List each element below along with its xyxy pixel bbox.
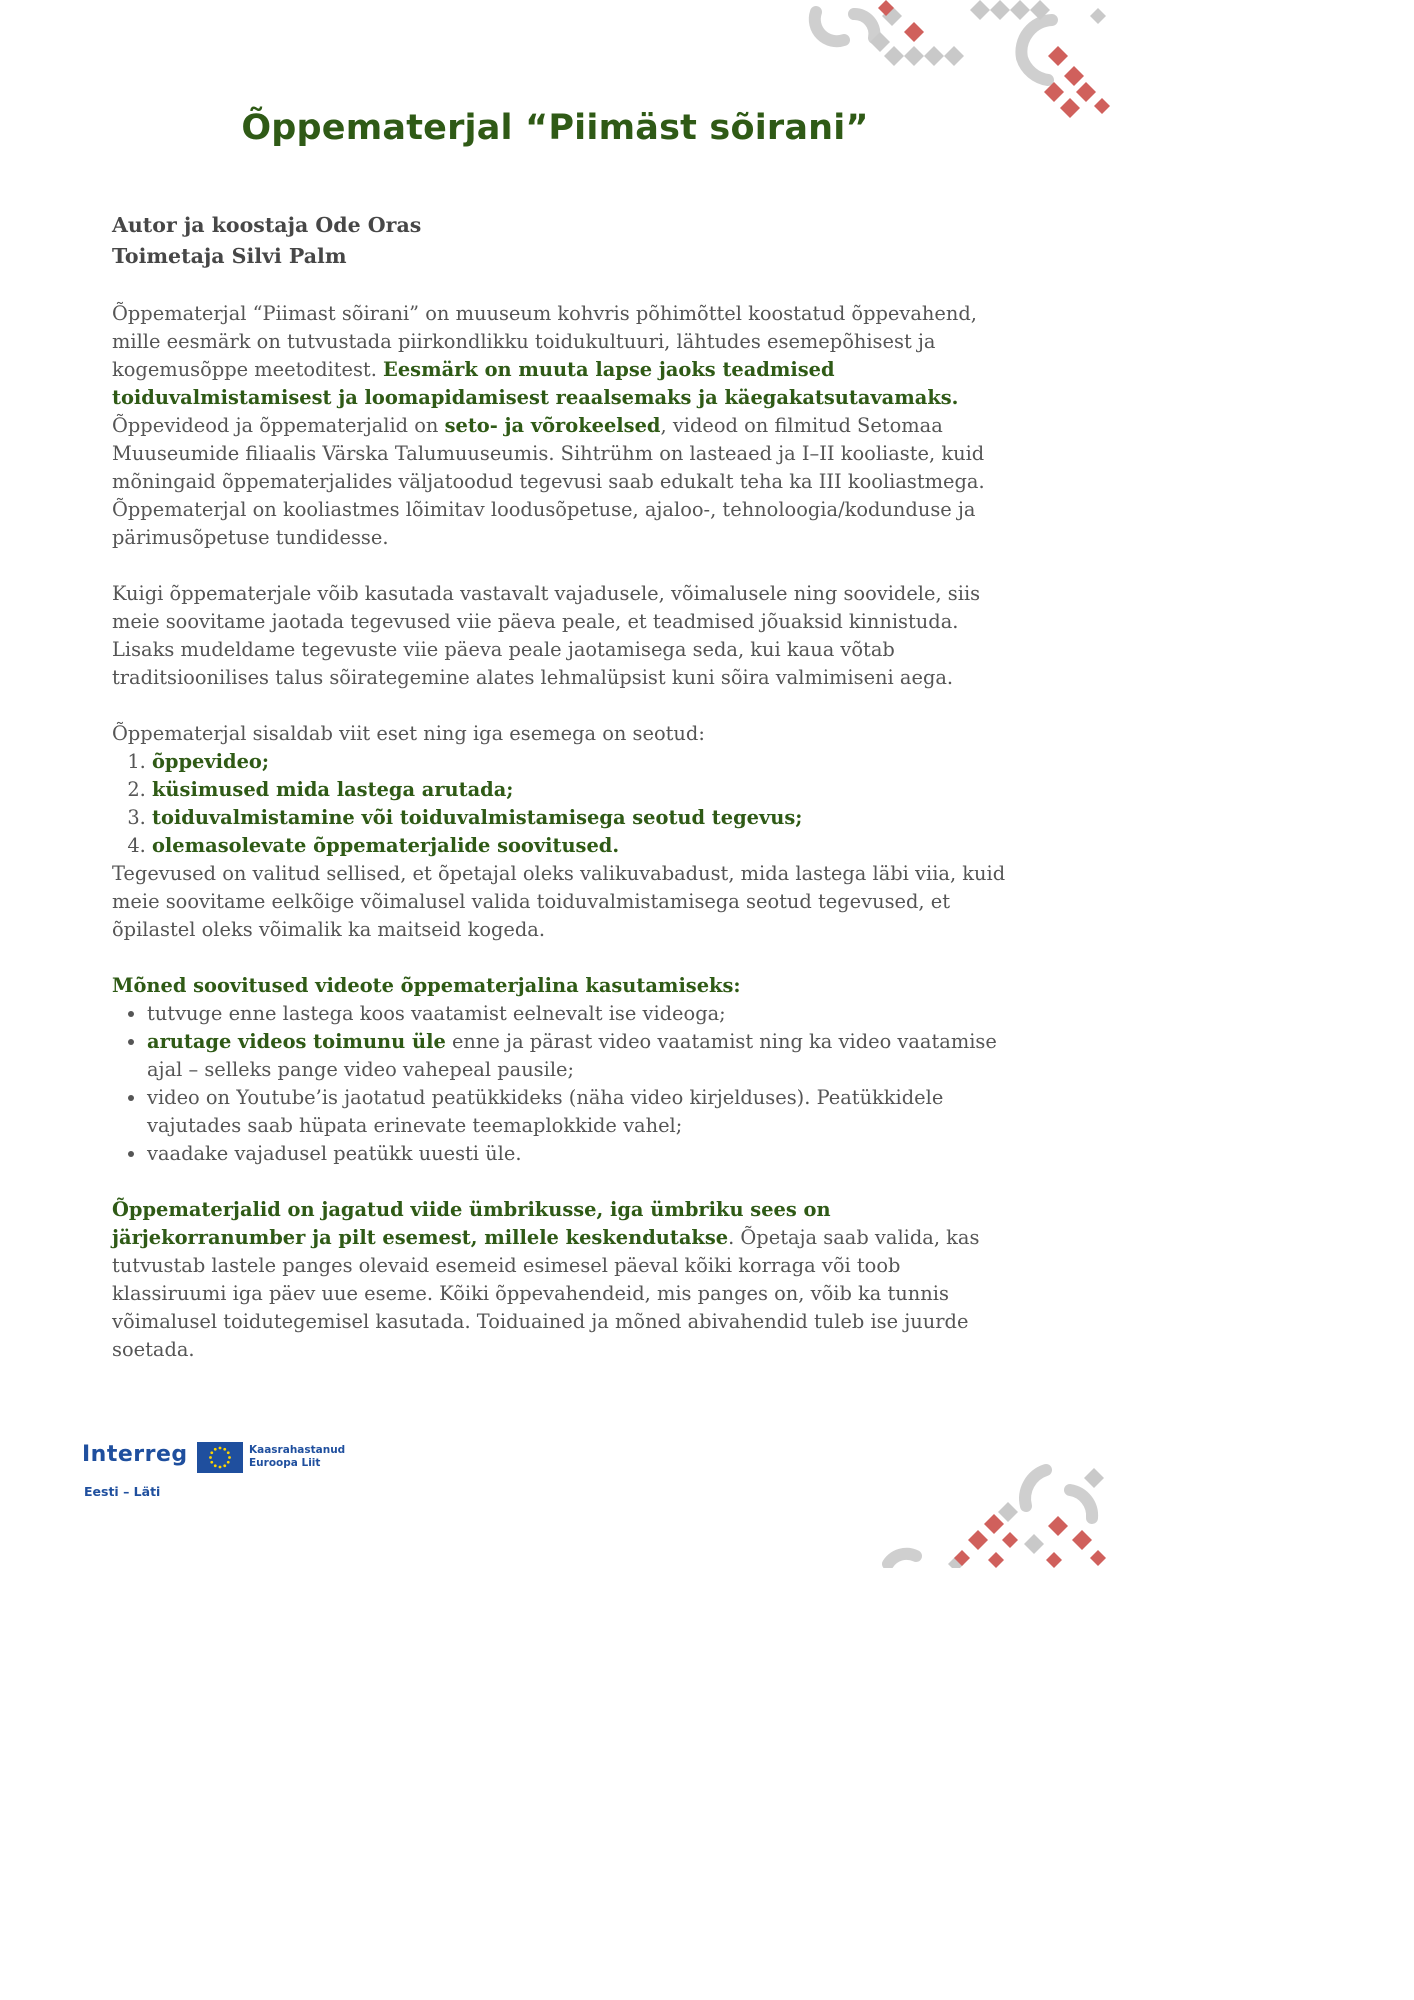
author-line: Autor ja koostaja Ode Oras	[112, 213, 422, 237]
list-item: • vaadake vajadusel peatükk uuesti üle.	[147, 1140, 1012, 1168]
document-body	[112, 210, 1012, 1364]
contents-after: Tegevused on valitud sellised, et õpetajal oleks valikuvabadust, mida lastega läbi viia, kuid meie soovitame eelkõige võimalusel valida toiduvalmistamisega seotud tegevused, et õpilastel oleks võimalik ka maitseid kogeda.	[112, 862, 1006, 941]
tips-heading: Mõned soovitused videote õppematerjalina kasutamiseks:	[112, 974, 741, 997]
list-item: 1. õppevideo;	[152, 748, 1012, 776]
editor-line: Toimetaja Silvi Palm	[112, 244, 347, 268]
list-item: • video on Youtube’is jaotatud peatükkideks (näha video kirjelduses). Peatükkidele vajutades saab hüpata erinevate teemaplokkide vahel;	[147, 1084, 1012, 1140]
language-highlight: seto- ja võrokeelsed	[444, 414, 661, 437]
region-label: Eesti – Läti	[84, 1484, 161, 1499]
list-item: • tutvuge enne lastega koos vaatamist eelnevalt ise videoga;	[147, 1000, 1012, 1028]
intro-paragraph: Õppematerjal “Piimast sõirani” on muuseum kohvris põhimõttel koostatud õppevahend, mille eesmärk on tutvustada piirkondlikku toidukultuuri, lähtudes esemepõhisest ja kogemusõppe meetoditest. Eesmärk on muuta lapse jaoks teadmised toiduvalmistamisest ja loomapidamisest reaalsemaks ja käegakatsutavamaks. Õppevideod ja õppematerjalid on seto- ja võrokeelsed, videod on filmitud Setomaa Muuseumide filiaalis Värska Talumuuseumis. Sihtrühm on lasteaed ja I–II kooliaste, kuid mõningaid õppematerjalides väljatoodud tegevusi saab edukalt teha ka III kooliastmega. Õppematerjal on kooliastmes lõimitav loodusõpetuse, ajaloo-, tehnoloogia/kodunduse ja pärimusõpetuse tundidesse.	[112, 302, 985, 549]
interreg-logo: Interreg	[82, 1442, 188, 1467]
list-item: 4. olemasolevate õppematerjalide soovitused.	[152, 832, 1012, 860]
schedule-paragraph: Kuigi õppematerjale võib kasutada vastavalt vajadusele, võimalusele ning soovidele, siis meie soovitame jaotada tegevused viie päeva peale, et teadmised jõuaksid kinnistuda. Lisaks mudeldame tegevuste viie päeva peale jaotamisega seda, kui kaua võtab traditsioonilises talus sõirategemine alates lehmalüpsist kuni sõira valmimiseni aega.	[112, 582, 981, 689]
list-item: • arutage videos toimunu üle enne ja pärast video vaatamist ning ka video vaatamise ajal – selleks pange video vahepeal pausile;	[147, 1028, 1012, 1084]
credits	[112, 210, 1012, 272]
tips-list	[112, 1000, 1012, 1168]
top-right-pattern-icon	[800, 0, 1110, 125]
funding-label: Kaasrahastanud Euroopa Liit	[249, 1444, 346, 1469]
eu-flag-icon	[197, 1442, 243, 1473]
contents-lead: Õppematerjal sisaldab viit eset ning iga esemega on seotud:	[112, 722, 705, 745]
list-item: 2. küsimused mida lastega arutada;	[152, 776, 1012, 804]
contents-list	[112, 748, 1012, 860]
bottom-right-pattern-icon	[858, 1460, 1110, 1568]
list-item: 3. toiduvalmistamine või toiduvalmistamisega seotud tegevus;	[152, 804, 1012, 832]
goal-highlight: Eesmärk on muuta lapse jaoks teadmised toiduvalmistamisest ja loomapidamisest reaalsemaks ja käegakatsutavamaks.	[112, 358, 959, 409]
page-title: Õppematerjal “Piimäst sõirani”	[241, 108, 869, 148]
envelopes-paragraph: Õppematerjalid on jagatud viide ümbrikusse, iga ümbriku sees on järjekorranumber ja pilt esemest, millele keskendutakse. Õpetaja saab valida, kas tutvustab lastele panges olevaid esemeid esimesel päeval kõiki korraga või toob klassiruumi iga päev uue eseme. Kõiki õppevahendeid, mis panges on, võib ka tunnis võimalusel toidutegemisel kasutada. Toiduained ja mõned abivahendid tuleb ise juurde soetada.	[112, 1198, 980, 1361]
